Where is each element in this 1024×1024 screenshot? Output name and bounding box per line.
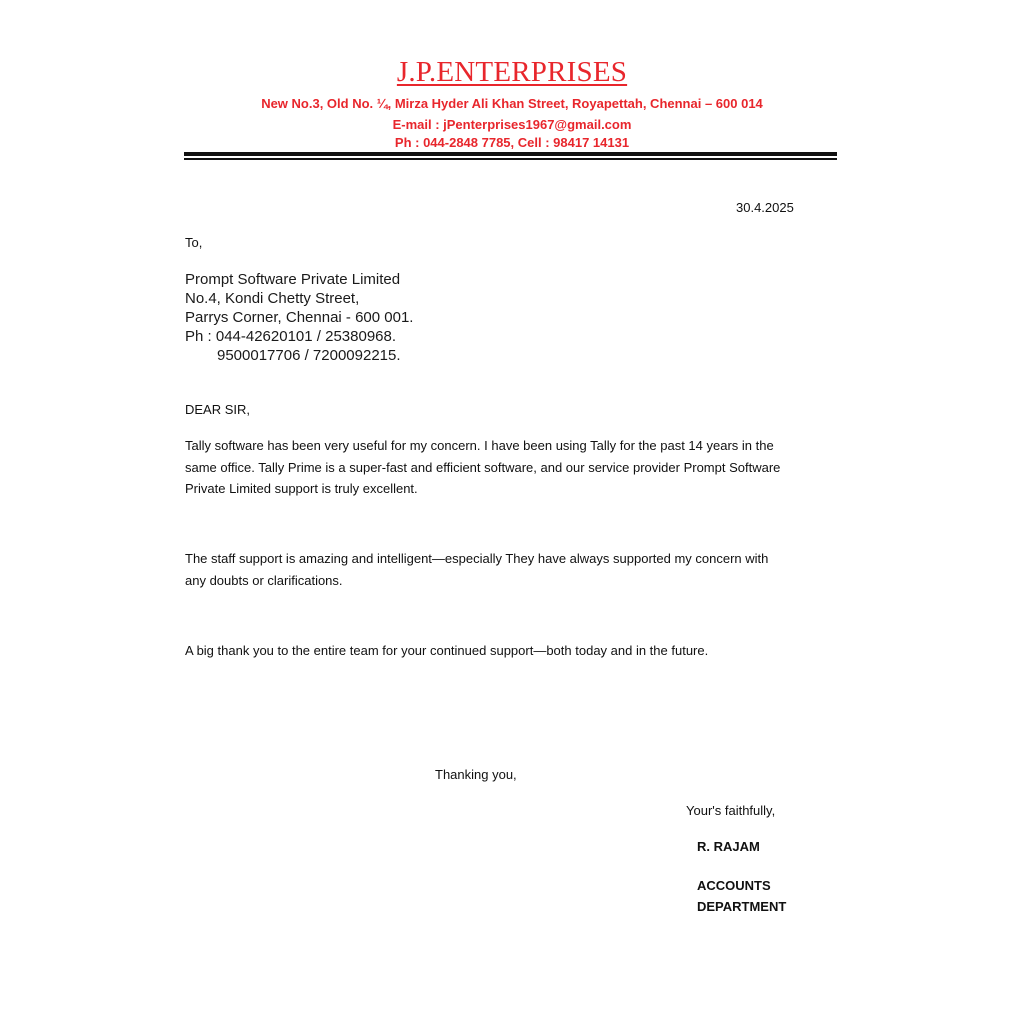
paragraph-line: A big thank you to the entire team for your continued support—both today and in the future. [185,643,709,658]
recipient-line: Parrys Corner, Chennai - 600 001. [185,309,414,326]
recipient-address [185,270,413,365]
body-paragraph-2 [185,548,845,591]
department-line: ACCOUNTS [697,878,771,893]
body-paragraph-1 [185,435,845,500]
body-paragraph-3 [185,640,845,662]
recipient-line: 9500017706 / 7200092215. [217,347,401,364]
greeting: DEAR SIR, [185,402,251,417]
paragraph-line: same office. Tally Prime is a super-fast and efficient software, and our service provider Prompt Software [185,459,781,475]
recipient-line: No.4, Kondi Chetty Street, [185,290,360,307]
company-address: New No.3, Old No. ¼, Mirza Hyder Ali Khan Street, Royapettah, Chennai – 600 014 [261,96,763,111]
company-phone: Ph : 044-2848 7785, Cell : 98417 14131 [394,135,630,150]
recipient-line: Ph : 044-42620101 / 25380968. [185,328,397,345]
paragraph-line: The staff support is amazing and intelligent—especially They have always supported my concern with [185,551,769,566]
closing-text: Thanking you, [435,767,517,782]
company-name: J.P.ENTERPRISES [396,56,628,88]
letter-date: 30.4.2025 [736,200,794,215]
sign-off: Your's faithfully, [686,803,776,818]
paragraph-line: any doubts or clarifications. [185,572,343,588]
to-label: To, [185,235,203,250]
signer-department [697,875,786,917]
signer-name: R. RAJAM [697,839,760,854]
letterhead-rule-thick [184,152,837,156]
recipient-line: Prompt Software Private Limited [185,271,401,288]
paragraph-line: Tally software has been very useful for my concern. I have been using Tally for the past 14 years in the [185,438,774,453]
department-line: DEPARTMENT [697,899,787,914]
paragraph-line: Private Limited support is truly excellent. [185,481,418,496]
letterhead-rule-thin [184,158,837,160]
company-email: E-mail : jPenterprises1967@gmail.com [392,117,632,132]
